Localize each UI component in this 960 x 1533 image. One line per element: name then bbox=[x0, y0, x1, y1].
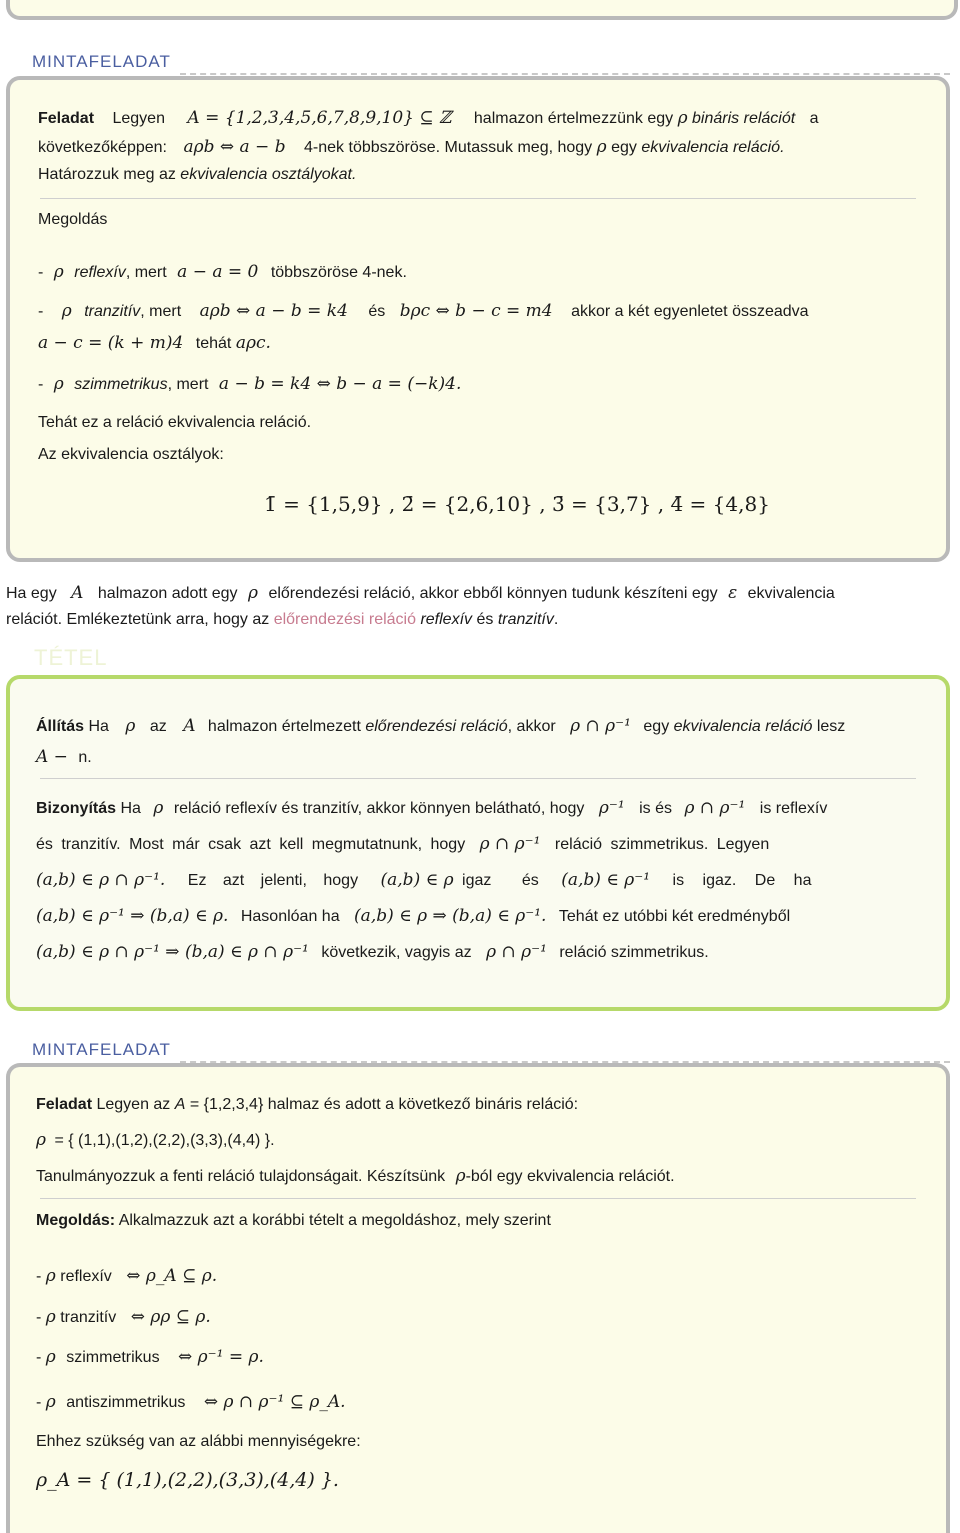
solution-label: Megoldás: bbox=[36, 1212, 116, 1229]
proof-line-2 bbox=[36, 834, 769, 854]
task-line-2 bbox=[38, 137, 785, 157]
formula: bρc ⇔ b − c = m4 bbox=[399, 301, 553, 321]
term: bináris relációt bbox=[692, 110, 796, 127]
term: szimmetrikus bbox=[74, 376, 168, 393]
text: Ha bbox=[88, 718, 109, 735]
set-A: A bbox=[174, 1096, 186, 1113]
task-line-1 bbox=[38, 108, 819, 128]
rho-symbol: ρ bbox=[53, 374, 64, 394]
text: Ha egy bbox=[6, 585, 57, 602]
text: . bbox=[553, 611, 559, 628]
formula: ρ ∩ ρ⁻¹ bbox=[570, 716, 631, 736]
formula: aρc. bbox=[235, 333, 271, 353]
text: következőképpen: bbox=[38, 139, 167, 156]
set-definition: A = {1,2,3,4,5,6,7,8,9,10} ⊆ ℤ bbox=[187, 108, 452, 128]
solution-line bbox=[36, 1212, 551, 1230]
text: is és bbox=[639, 800, 673, 817]
text: reláció szimmetrikus. bbox=[559, 944, 709, 961]
text: és bbox=[368, 303, 386, 320]
formula: ⇔ ρ ∩ ρ⁻¹ ⊆ ρ_A. bbox=[203, 1392, 346, 1412]
preorder-link[interactable]: előrendezési reláció bbox=[273, 611, 416, 628]
section-title: MINTAFELADAT bbox=[32, 52, 171, 71]
formula: (a,b) ∈ ρ⁻¹ ⇒ (b,a) ∈ ρ. bbox=[36, 906, 229, 926]
text: relációt. Emlékeztetünk arra, hogy az bbox=[6, 611, 270, 628]
text: és bbox=[476, 611, 494, 628]
text: egy bbox=[643, 718, 670, 735]
formula: a − b = k4 ⇔ b − a = (−k)4. bbox=[218, 374, 462, 394]
text: előrendezési reláció, akkor ebből könnyen tudunk készíteni egy bbox=[268, 585, 718, 602]
formula: a − a = 0 bbox=[177, 262, 259, 282]
term: tranzitív bbox=[84, 303, 141, 320]
divider bbox=[40, 198, 916, 199]
symmetric-line bbox=[38, 374, 461, 394]
text: = {1,2,3,4} halmaz és adott a következő bináris reláció: bbox=[189, 1096, 579, 1113]
reflexive-line bbox=[38, 262, 407, 282]
formula: aρb ⇔ a − b = k4 bbox=[199, 301, 348, 321]
example-box-1 bbox=[6, 76, 950, 562]
text: reláció reflexív és tranzitív, akkor könnyen belátható, hogy bbox=[173, 800, 585, 817]
proof-line-5 bbox=[36, 942, 709, 962]
set-A: A bbox=[71, 583, 84, 603]
divider bbox=[40, 778, 916, 779]
task-label: Feladat bbox=[36, 1096, 93, 1113]
text: az bbox=[149, 718, 167, 735]
previous-box-bottom bbox=[6, 0, 958, 20]
term: tranzitív bbox=[497, 611, 554, 628]
solution-label: Megoldás bbox=[38, 211, 108, 228]
text: reláció szimmetrikus. Legyen bbox=[554, 836, 770, 853]
transitive-criterion bbox=[36, 1307, 211, 1327]
text: Tehát ez utóbbi két eredményből bbox=[558, 908, 791, 925]
text: , mert bbox=[167, 376, 209, 393]
dash: - bbox=[36, 1309, 46, 1326]
text: Tanulmányozzuk a fenti reláció tulajdonságait. Készítsünk bbox=[36, 1168, 446, 1185]
dash: - bbox=[38, 303, 44, 320]
text: Ez azt jelenti, hogy bbox=[187, 872, 359, 889]
classes-intro: Az ekvivalencia osztályok: bbox=[38, 446, 224, 463]
text: Hasonlóan ha bbox=[240, 908, 340, 925]
term: ekvivalencia osztályokat. bbox=[180, 166, 357, 183]
claim-line-2 bbox=[36, 747, 92, 767]
text: többszöröse 4-nek. bbox=[270, 264, 407, 281]
rho-symbol: ρ bbox=[45, 1307, 56, 1327]
dash: - bbox=[36, 1349, 46, 1366]
formula: ⇔ ρρ ⊆ ρ. bbox=[130, 1307, 211, 1327]
text: és tranzitív. Most már csak azt kell megmutatnunk, hogy bbox=[36, 836, 466, 853]
text: -ból egy ekvivalencia relációt. bbox=[465, 1168, 675, 1185]
transitive-line-2 bbox=[38, 333, 271, 353]
example-box-2 bbox=[6, 1063, 950, 1533]
dash: - bbox=[38, 376, 44, 393]
theorem-box bbox=[6, 675, 950, 1011]
text: akkor a két egyenletet összeadva bbox=[571, 303, 809, 320]
text: 4-nek többszöröse. Mutassuk meg, hogy bbox=[304, 139, 593, 156]
formula: a − c = (k + m)4 bbox=[38, 333, 184, 353]
section-title: MINTAFELADAT bbox=[32, 1040, 171, 1059]
formula: (a,b) ∈ ρ ∩ ρ⁻¹. bbox=[36, 870, 166, 890]
rho-symbol: ρ bbox=[455, 1166, 466, 1186]
antisymmetric-criterion bbox=[36, 1392, 346, 1412]
dash: - bbox=[36, 1268, 46, 1285]
text: , mert bbox=[125, 264, 167, 281]
formula: (a,b) ∈ ρ ⇒ (b,a) ∈ ρ⁻¹. bbox=[354, 906, 547, 926]
task-line-2 bbox=[36, 1130, 275, 1150]
divider bbox=[40, 1198, 916, 1199]
dash: - bbox=[38, 264, 44, 281]
term: reflexív bbox=[420, 611, 473, 628]
text: Ha bbox=[120, 800, 141, 817]
text: következik, vagyis az bbox=[321, 944, 472, 961]
text: halmazon értelmezett bbox=[207, 718, 361, 735]
transitive-line bbox=[38, 301, 809, 321]
term: ekvivalencia reláció bbox=[673, 718, 813, 735]
text: Legyen az bbox=[96, 1096, 171, 1113]
text: ekvivalencia bbox=[747, 585, 835, 602]
formula: (a,b) ∈ ρ ∩ ρ⁻¹ ⇒ (b,a) ∈ ρ ∩ ρ⁻¹ bbox=[36, 942, 309, 962]
theorem-title: TÉTEL bbox=[34, 645, 108, 670]
term: antiszimmetrikus bbox=[66, 1394, 186, 1411]
proof-line-1 bbox=[36, 798, 827, 818]
rho-symbol: ρ bbox=[125, 716, 136, 736]
text: halmazon értelmezzünk egy bbox=[473, 110, 674, 127]
equivalence-classes: 1̄ = {1,5,9} , 2̄ = {2,6,10} , 3̄ = {3,7} , 4̄ = {4,8} bbox=[264, 492, 770, 516]
rho-symbol: ρ bbox=[153, 798, 164, 818]
rho-symbol: ρ bbox=[36, 1130, 46, 1150]
text: is reflexív bbox=[759, 800, 828, 817]
rho-symbol: ρ bbox=[677, 108, 688, 128]
set-A: A bbox=[183, 716, 196, 736]
proof-line-4 bbox=[36, 906, 790, 926]
text: , mert bbox=[140, 303, 182, 320]
text: halmazon adott egy bbox=[97, 585, 238, 602]
formula: ρ ∩ ρ⁻¹ bbox=[486, 942, 547, 962]
term: reflexív bbox=[74, 264, 126, 281]
middle-line-1 bbox=[6, 583, 835, 603]
rho-symbol: ρ bbox=[45, 1392, 56, 1412]
text: a bbox=[809, 110, 819, 127]
dash: - bbox=[36, 1394, 46, 1411]
text: egy bbox=[611, 139, 637, 156]
rho-symbol: ρ bbox=[45, 1347, 56, 1367]
term: reflexív bbox=[60, 1268, 112, 1285]
claim-line-1 bbox=[36, 716, 845, 736]
epsilon-symbol: ε bbox=[728, 583, 738, 603]
text: Határozzuk meg az bbox=[38, 166, 176, 183]
formula: ⇔ ρ⁻¹ = ρ. bbox=[178, 1347, 264, 1367]
middle-line-2 bbox=[6, 611, 558, 629]
proof-line-3 bbox=[36, 870, 811, 890]
rho-symbol: ρ bbox=[53, 262, 64, 282]
proof-label: Bizonyítás bbox=[36, 800, 117, 817]
title-rule bbox=[180, 73, 950, 75]
text: Legyen bbox=[112, 110, 165, 127]
need-line: Ehhez szükség van az alábbi mennyiségekre: bbox=[36, 1433, 361, 1450]
text: Alkalmazzuk azt a korábbi tételt a megoldáshoz, mely szerint bbox=[118, 1212, 551, 1229]
relation-def: = { (1,1),(1,2),(2,2),(3,3),(4,4) }. bbox=[54, 1132, 275, 1149]
claim-label: Állítás bbox=[36, 718, 85, 735]
rho-symbol: ρ bbox=[45, 1266, 56, 1286]
text: , akkor bbox=[507, 718, 556, 735]
term: előrendezési reláció bbox=[365, 718, 508, 735]
conclusion: Tehát ez a reláció ekvivalencia reláció. bbox=[38, 414, 312, 431]
formula: (a,b) ∈ ρ⁻¹ bbox=[561, 870, 651, 890]
formula: (a,b) ∈ ρ bbox=[380, 870, 454, 890]
formula: ρ ∩ ρ⁻¹ bbox=[684, 798, 746, 818]
term: szimmetrikus bbox=[66, 1349, 160, 1366]
term: tranzitív bbox=[60, 1309, 117, 1326]
text: is igaz. De ha bbox=[672, 872, 812, 889]
formula: ρ ∩ ρ⁻¹ bbox=[479, 834, 541, 854]
rho-symbol: ρ bbox=[61, 301, 72, 321]
text: tehát bbox=[195, 335, 232, 352]
task-line-3 bbox=[36, 1166, 675, 1186]
formula: A − bbox=[36, 747, 68, 767]
rho-symbol: ρ bbox=[596, 137, 607, 157]
term: ekvivalencia reláció. bbox=[641, 139, 785, 156]
text: n. bbox=[78, 749, 92, 766]
task-line-1 bbox=[36, 1096, 578, 1114]
symmetric-criterion bbox=[36, 1347, 264, 1367]
text: igaz és bbox=[462, 872, 539, 889]
task-label: Feladat bbox=[38, 110, 95, 127]
formula: ⇔ ρ_A ⊆ ρ. bbox=[126, 1266, 218, 1286]
relation-def: aρb ⇔ a − b bbox=[183, 137, 286, 157]
task-line-3 bbox=[38, 166, 356, 184]
reflexive-criterion bbox=[36, 1266, 217, 1286]
formula: ρ⁻¹ bbox=[598, 798, 625, 818]
rhoA-def: ρ_A = { (1,1),(2,2),(3,3),(4,4) }. bbox=[36, 1469, 339, 1491]
rho-symbol: ρ bbox=[248, 583, 258, 603]
text: lesz bbox=[816, 718, 846, 735]
